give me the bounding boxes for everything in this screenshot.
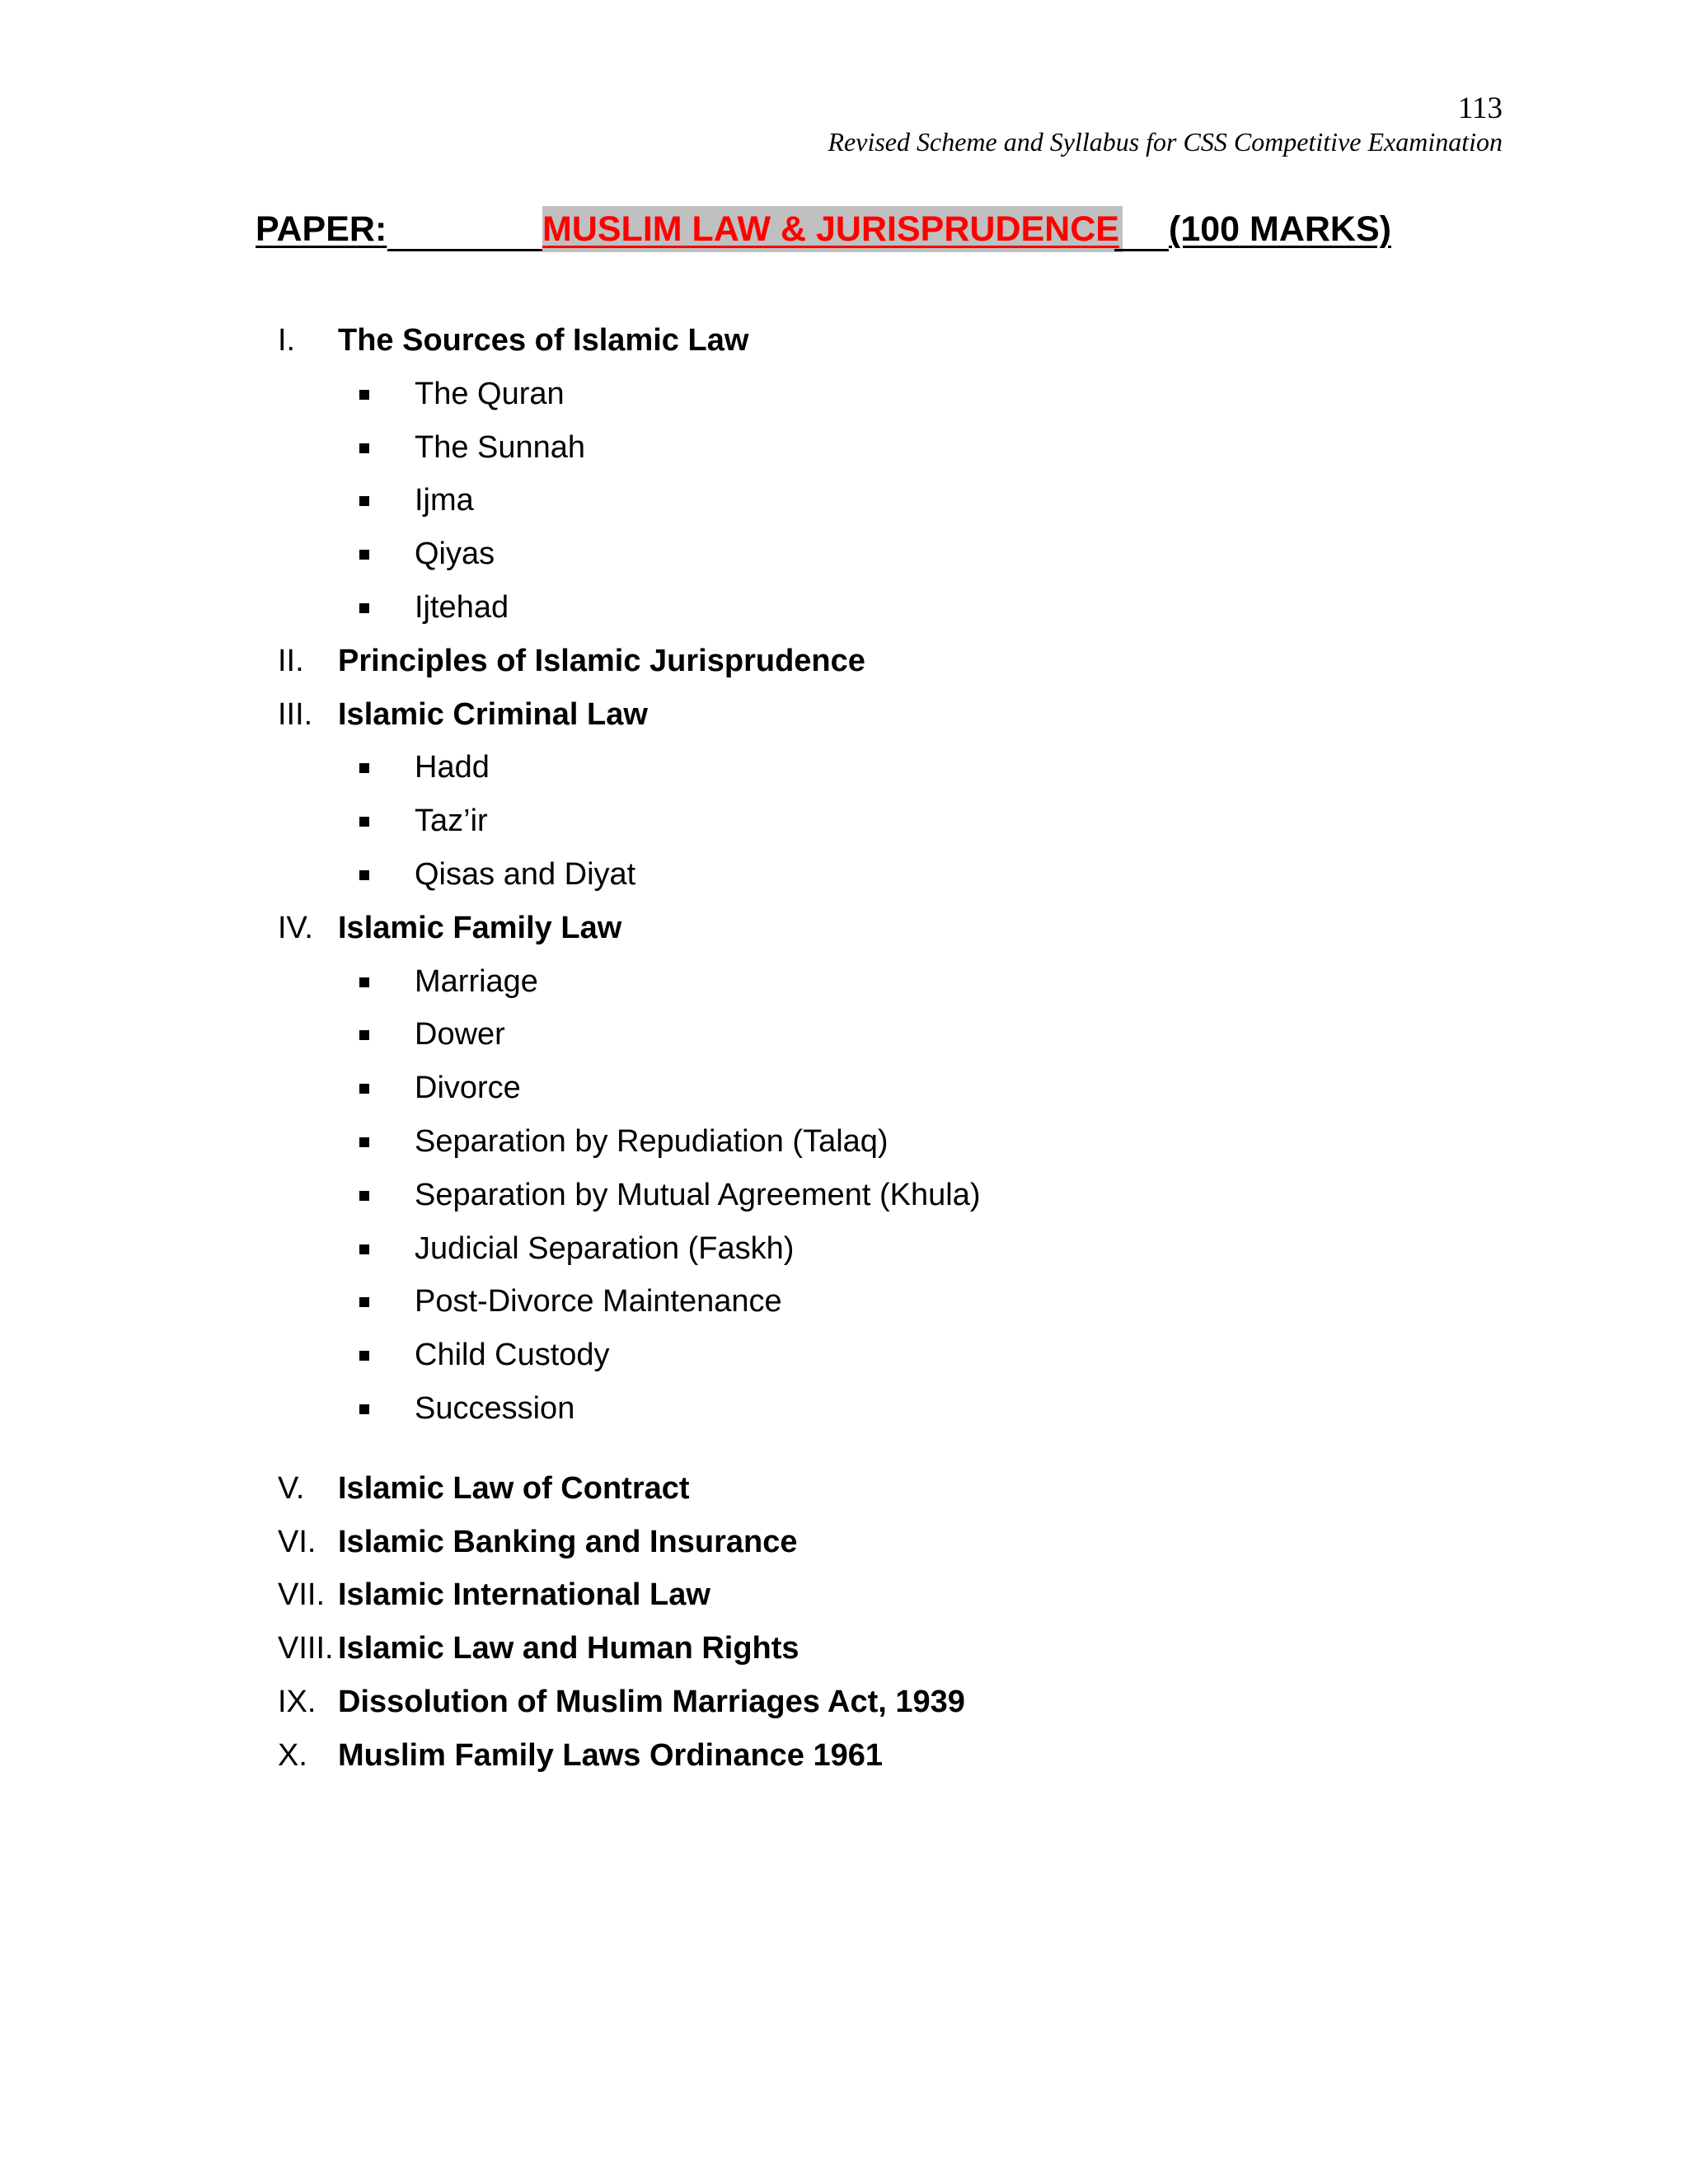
running-header: Revised Scheme and Syllabus for CSS Competitive Examination [828, 127, 1503, 157]
list-item-text: Separation by Mutual Agreement (Khula) [415, 1177, 981, 1212]
title-underline-gap [1114, 249, 1169, 251]
paper-title [256, 206, 1415, 252]
list-item-text: The Quran [415, 376, 565, 411]
square-bullet-icon [359, 1191, 369, 1201]
section-title: Islamic Law and Human Rights [338, 1631, 799, 1666]
section-title: Islamic International Law [338, 1577, 710, 1613]
section-title: Islamic Law of Contract [338, 1470, 690, 1506]
list-item-text: Separation by Repudiation (Talaq) [415, 1124, 889, 1159]
list-item-text: Marriage [415, 963, 538, 999]
section-title: The Sources of Islamic Law [338, 323, 749, 358]
section-title: Principles of Islamic Jurisprudence [338, 643, 865, 678]
section-numeral: III. [278, 696, 313, 732]
page-number: 113 [1457, 91, 1503, 125]
square-bullet-icon [359, 1351, 369, 1361]
list-item-text: Qiyas [415, 537, 495, 572]
square-bullet-icon [359, 1030, 369, 1040]
section-numeral: V. [278, 1470, 305, 1506]
section-title: Islamic Criminal Law [338, 696, 648, 732]
list-item-text: Qisas and Diyat [415, 857, 636, 892]
list-item-text: Divorce [415, 1071, 521, 1106]
square-bullet-icon [359, 763, 369, 773]
square-bullet-icon [359, 1244, 369, 1254]
square-bullet-icon [359, 977, 369, 987]
square-bullet-icon [359, 1297, 369, 1307]
square-bullet-icon [359, 870, 369, 880]
list-item-text: The Sunnah [415, 429, 586, 465]
section-title: Dissolution of Muslim Marriages Act, 1939 [338, 1685, 965, 1719]
list-item-text: Judicial Separation (Faskh) [415, 1230, 795, 1266]
section-numeral: I. [278, 323, 296, 358]
section-numeral: VII. [278, 1577, 326, 1613]
title-underline-gap [387, 249, 542, 251]
section-numeral: IX. [278, 1685, 316, 1719]
square-bullet-icon [359, 496, 369, 506]
paper-marks: (100 MARKS) [1169, 209, 1391, 249]
list-item-text: Ijtehad [415, 590, 509, 625]
paper-subject: MUSLIM LAW & JURISPRUDENCE [542, 206, 1123, 252]
square-bullet-icon [359, 603, 369, 613]
list-item-text: Taz’ir [415, 804, 488, 839]
square-bullet-icon [359, 1084, 369, 1094]
section-title: Islamic Family Law [338, 910, 622, 945]
square-bullet-icon [359, 443, 369, 453]
section-numeral: IV. [278, 910, 313, 945]
list-item-text: Ijma [415, 483, 474, 518]
list-item-text: Post-Divorce Maintenance [415, 1284, 782, 1319]
list-item-text: Succession [415, 1391, 575, 1426]
list-item-text: Dower [415, 1017, 505, 1052]
list-item-text: Hadd [415, 750, 490, 785]
square-bullet-icon [359, 817, 369, 827]
section-numeral: X. [278, 1737, 307, 1773]
square-bullet-icon [359, 1404, 369, 1414]
paper-label: PAPER: [256, 209, 387, 249]
section-numeral: II. [278, 643, 304, 678]
list-item-text: Child Custody [415, 1338, 610, 1373]
square-bullet-icon [359, 390, 369, 400]
section-numeral: VIII. [278, 1631, 334, 1666]
square-bullet-icon [359, 1137, 369, 1147]
square-bullet-icon [359, 550, 369, 560]
section-title: Islamic Banking and Insurance [338, 1524, 798, 1559]
section-numeral: VI. [278, 1524, 316, 1559]
section-title: Muslim Family Laws Ordinance 1961 [338, 1737, 884, 1773]
